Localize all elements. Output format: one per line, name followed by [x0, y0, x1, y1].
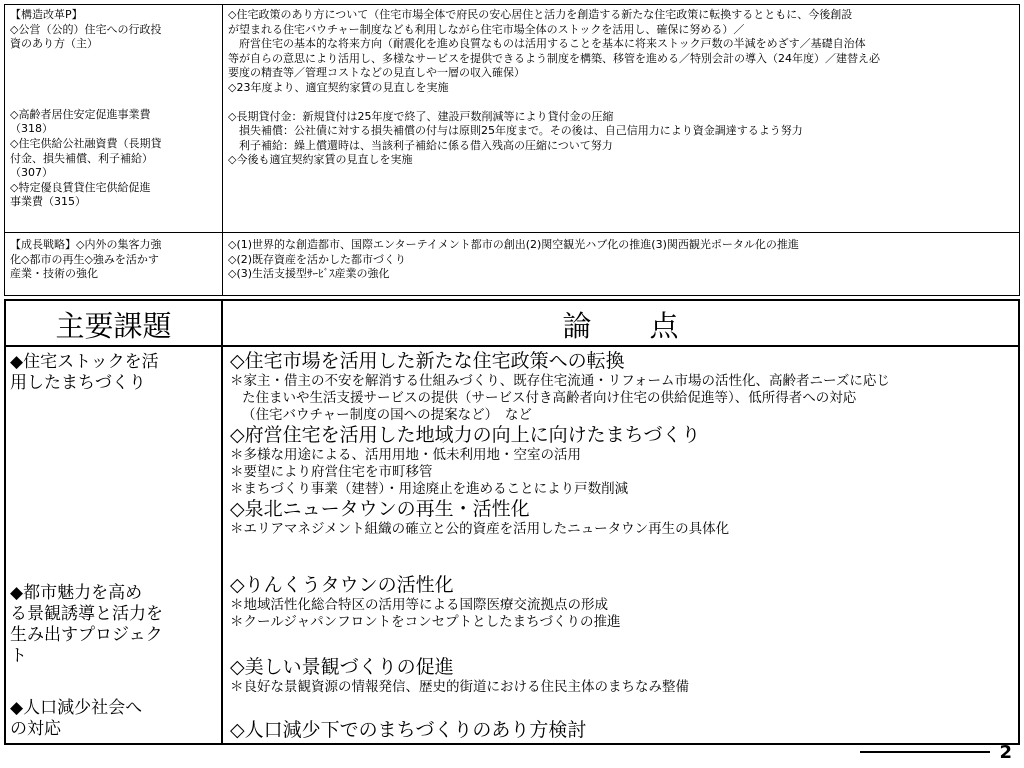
line: が望まれる住宅バウチャー制度なども利用しながら住宅市場全体のストックを活用し、確保に努める）／: [228, 22, 745, 36]
theme-title: ◇府営住宅を活用した地域力の向上に向けたまちづくり: [230, 424, 701, 446]
line: 生み出すプロジェク: [10, 625, 163, 645]
line: の対応: [10, 719, 61, 739]
point-item: ＊クールジャパンフロントをコンセプトとしたまちづくりの推進: [230, 614, 621, 630]
theme-title: ◇人口減少下でのまちづくりのあり方検討: [230, 719, 587, 741]
line: （307）: [10, 166, 53, 180]
points-block-4: [230, 719, 1016, 742]
footer-line: [860, 751, 990, 753]
top-table-divider: [222, 4, 223, 296]
point-item: ＊まちづくり事業（建替）・用途廃止を進めることにより戸数削減: [230, 481, 629, 497]
main-table-header-divider: [4, 345, 1020, 347]
line: ◇(2)既存資産を活かした都市づくり: [228, 252, 407, 266]
line: ◇(1)世界的な創造都市、国際エンターテイメント都市の創出(2)関空観光ハブ化の推進(3)関西観光ポータル化の推進: [228, 238, 799, 251]
top-table-row-divider: [4, 232, 1020, 233]
line: ト: [10, 646, 27, 666]
line: ◆住宅ストックを活: [10, 352, 159, 372]
point-item: ＊良好な景観資源の情報発信、歴史的街道における住民主体のまちなみ整備: [230, 679, 689, 695]
line: （318）: [10, 122, 53, 136]
line: 産業・技術の強化: [10, 267, 98, 281]
point-item: た住まいや生活支援サービスの提供（サービス付き高齢者向け住宅の供給促進等）、低所得者への対応: [242, 390, 857, 406]
line: ◇今後も適宜契約家賃の見直しを実施: [228, 153, 413, 167]
main-table-divider: [221, 299, 223, 745]
line: ◇住宅供給公社融資費（長期貸: [10, 136, 162, 150]
issue-housing-stock: [10, 352, 220, 394]
line: ◆都市魅力を高め: [10, 583, 143, 603]
line: ◇高齢者居住安定促進事業費: [10, 107, 151, 121]
line: ◆人口減少社会へ: [10, 698, 143, 718]
line: 損失補償：公社債に対する損失補償の付与は原則25年度まで。その後は、自己信用力により資金調達するよう努力: [228, 124, 803, 138]
line: 用したまちづくり: [10, 373, 146, 393]
point-item: ＊多様な用途による、活用用地・低未利用地・空室の活用: [230, 447, 581, 463]
points-block-2: [230, 574, 1016, 631]
line: 【構造改革P】: [10, 8, 83, 21]
line: ◇特定優良賃貸住宅供給促進: [10, 180, 151, 194]
point-item: ＊エリアマネジメント組織の確立と公的資産を活用したニュータウン再生の具体化: [230, 521, 730, 537]
page-number: 2: [999, 742, 1012, 763]
line: 利子補給：繰上償還時は、当該利子補給に係る借入残高の圧縮について努力: [228, 138, 613, 152]
line: 事業費（315）: [10, 195, 86, 209]
line: 資のあり方（主）: [10, 37, 98, 51]
row1-right-cell: [228, 8, 1018, 230]
row1-left-cell: [10, 8, 220, 230]
line: ◇住宅政策のあり方について（住宅市場全体で府民の安心居住と活力を創造する新たな住宅政策に転換するとともに、今後創設: [228, 8, 853, 21]
line: ◇(3)生活支援型ｻｰﾋﾞｽ産業の強化: [228, 267, 390, 281]
header-points: 論 点: [562, 309, 679, 343]
line: ◇長期貸付金：新規貸付は25年度で終了、建設戸数削減等により貸付金の圧縮: [228, 109, 614, 123]
theme-title: ◇美しい景観づくりの促進: [230, 656, 454, 678]
theme-title: ◇住宅市場を活用した新たな住宅政策への転換: [230, 350, 625, 372]
line: 要度の精査等／管理コストなどの見直しや一層の収入確保）: [228, 66, 525, 80]
header-issues: 主要課題: [55, 309, 172, 343]
row2-left-cell: [10, 238, 220, 294]
point-item: ＊要望により府営住宅を市町移管: [230, 464, 433, 480]
issue-population-decline: [10, 698, 220, 740]
line: 【成長戦略】◇内外の集客力強: [10, 238, 162, 251]
line: 付金、損失補償、利子補給）: [10, 151, 153, 165]
line: ◇23年度より、適宜契約家賃の見直しを実施: [228, 80, 449, 94]
points-block-1: [230, 350, 1016, 538]
row2-right-cell: [228, 238, 1018, 294]
points-block-3: [230, 656, 1016, 696]
point-item: ＊地域活性化総合特区の活用等による国際医療交流拠点の形成: [230, 597, 608, 613]
issue-urban-attraction: [10, 583, 220, 667]
line: ◇公営（公的）住宅への行政投: [10, 22, 162, 36]
point-item: （住宅バウチャー制度の国への提案など） など: [242, 407, 532, 423]
line: 等が自らの意思により活用し、多様なサービスを提供できるよう制度を構築、移管を進める／特別会計の導入（24年度）／建替え必: [228, 51, 880, 65]
theme-title: ◇りんくうタウンの活性化: [230, 574, 454, 596]
line: る景観誘導と活力を: [10, 604, 163, 624]
line: 化◇都市の再生◇強みを活かす: [10, 252, 159, 266]
line: 府営住宅の基本的な将来方向（耐震化を進め良質なものは活用することを基本に将来ストック戸数の半減をめざす／基礎自治体: [228, 37, 866, 51]
theme-title: ◇泉北ニュータウンの再生・活性化: [230, 498, 530, 520]
point-item: ＊家主・借主の不安を解消する仕組みづくり、既存住宅流通・リフォーム市場の活性化、高齢者ニーズに応じ: [230, 373, 890, 389]
